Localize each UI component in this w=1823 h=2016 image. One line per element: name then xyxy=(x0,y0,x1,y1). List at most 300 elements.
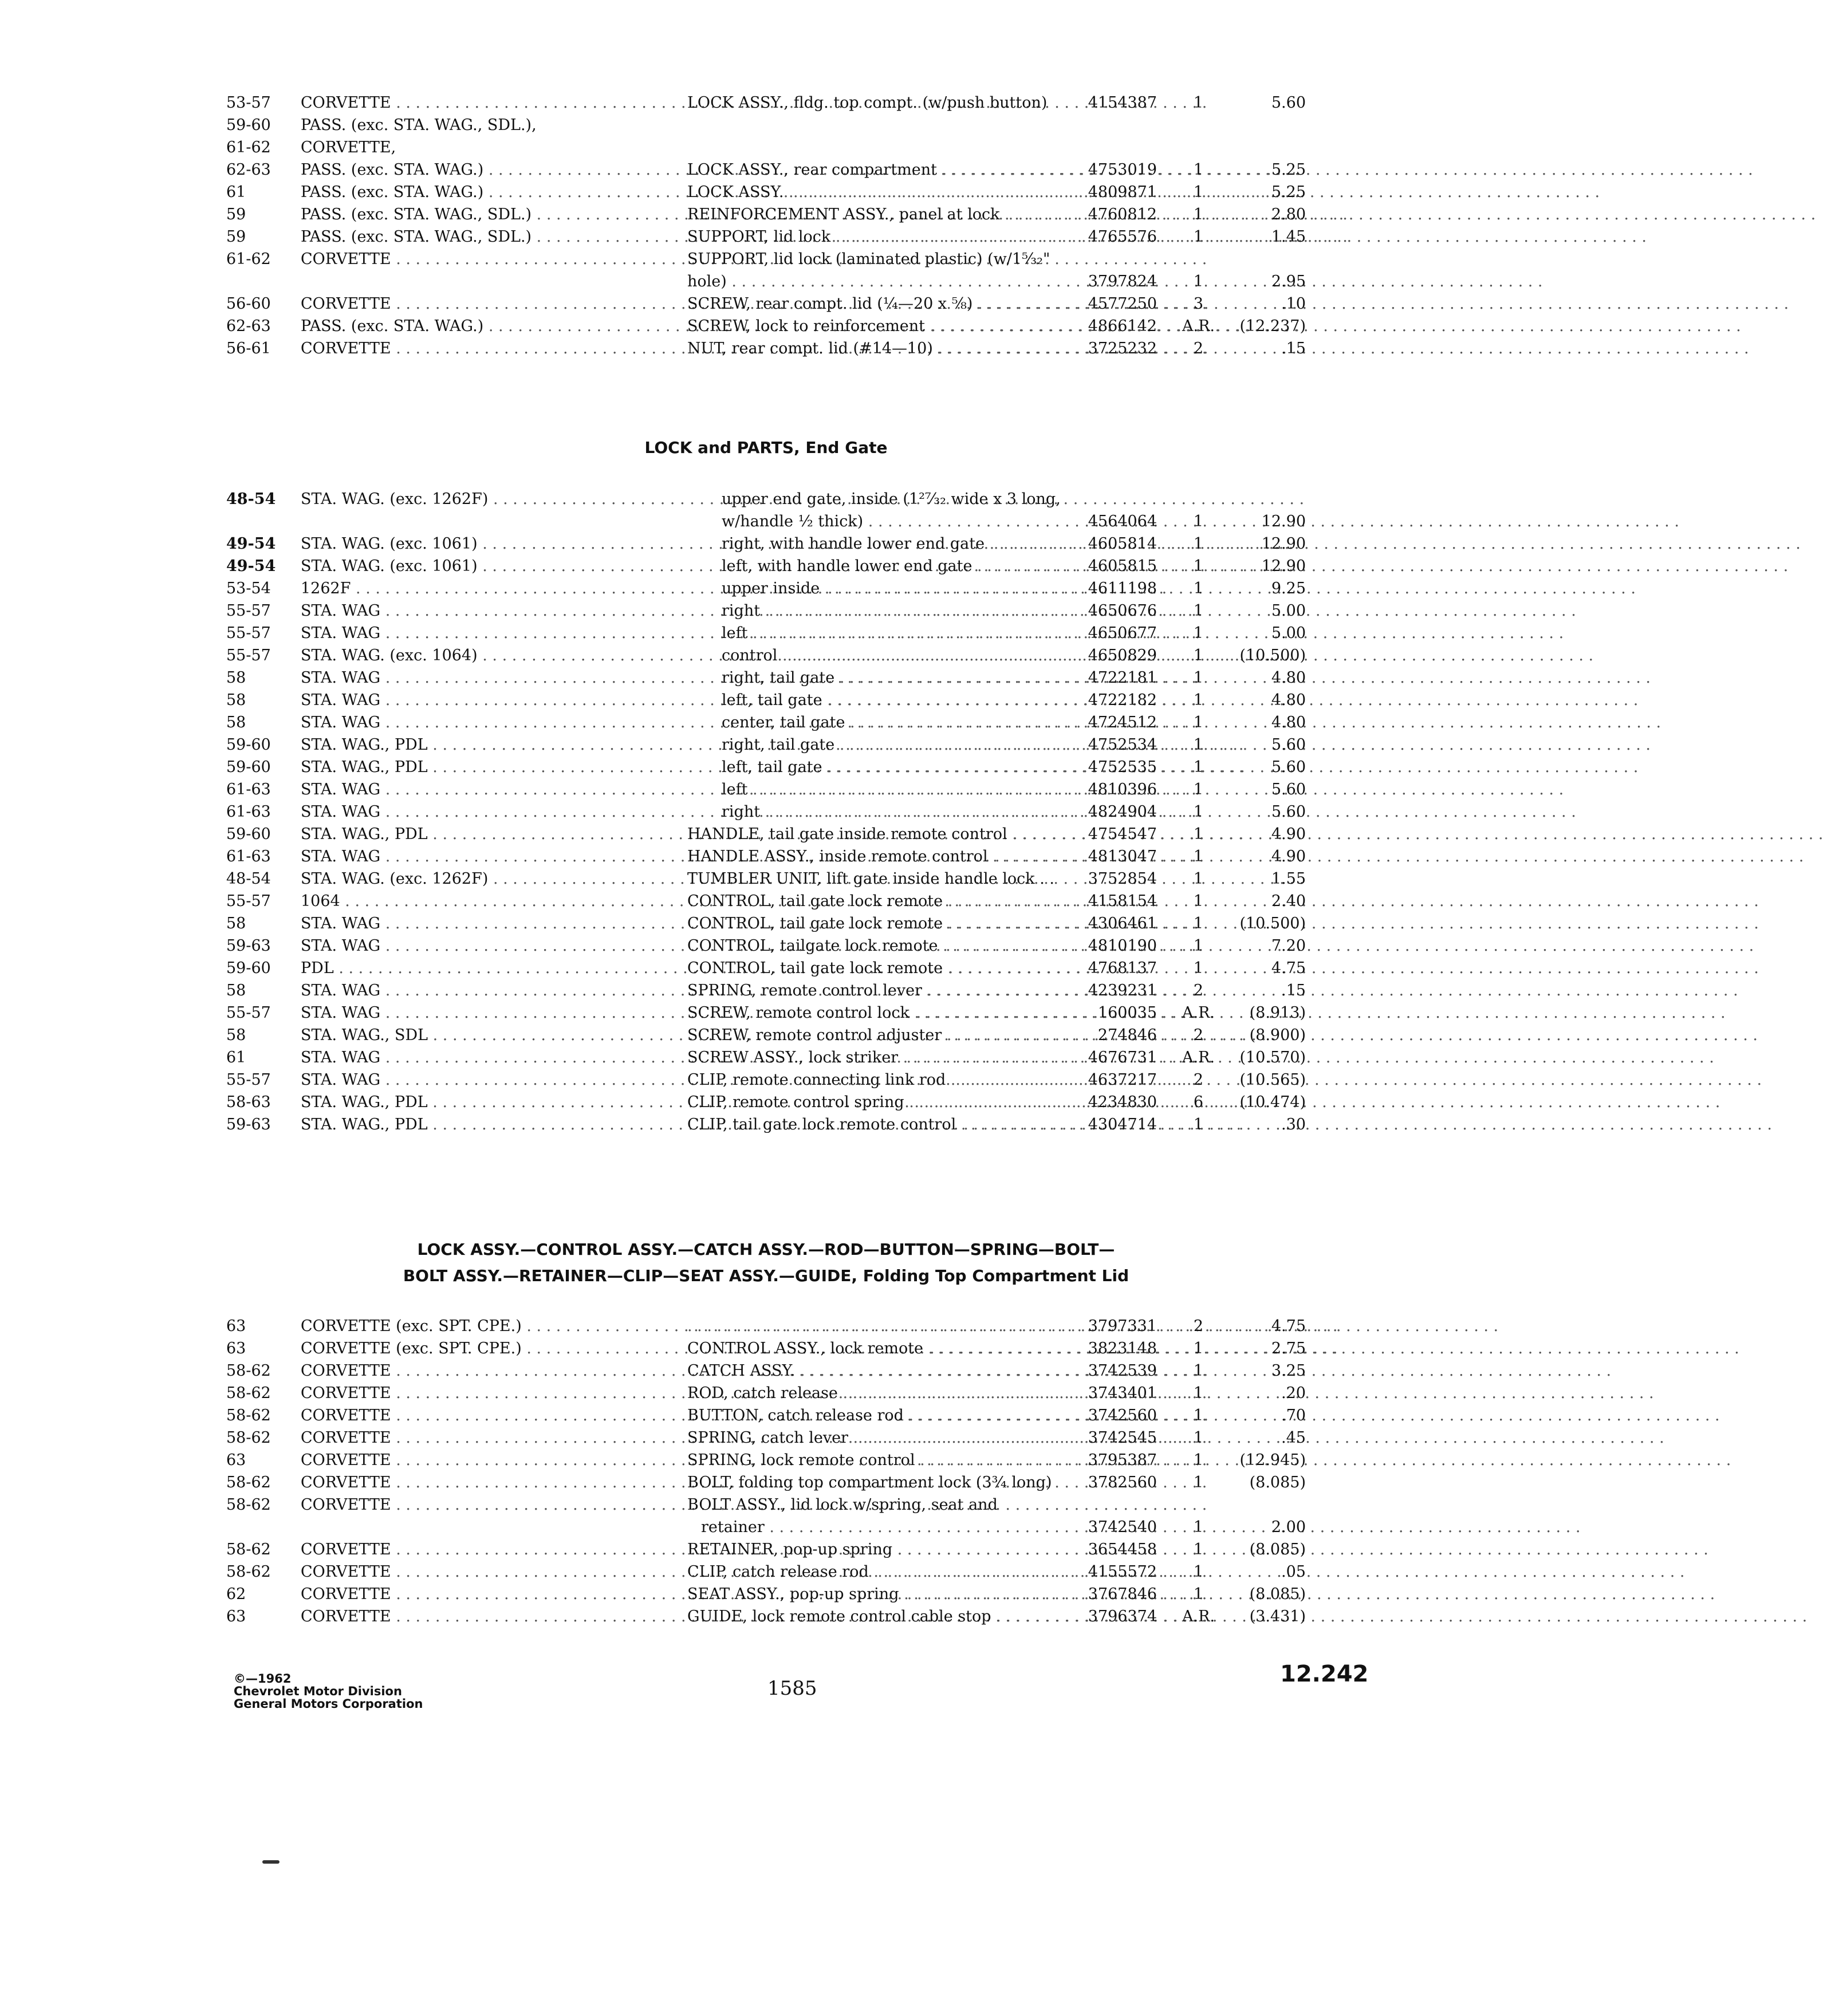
part-number: 3743401 xyxy=(1088,1384,1157,1402)
table-row xyxy=(226,1046,1306,1069)
table-row xyxy=(226,622,1306,644)
part-description xyxy=(687,337,1068,360)
part-description xyxy=(687,293,1068,315)
corporation-name: General Motors Corporation xyxy=(234,1697,423,1711)
part-number: 3797824 xyxy=(1088,273,1157,290)
part-description xyxy=(687,912,1068,935)
page-reference: 12.242 xyxy=(1280,1661,1369,1687)
part-description xyxy=(687,1494,1068,1536)
model-year: 55-57 xyxy=(226,1071,271,1089)
model-year: 58 xyxy=(226,1026,246,1044)
description-text: CLIP, tail gate lock remote control xyxy=(687,1116,956,1133)
part-description xyxy=(687,1382,1068,1404)
part-number: 4234830 xyxy=(1088,1093,1157,1111)
table-row xyxy=(226,114,1306,136)
quantity: 1 xyxy=(1193,781,1204,798)
quantity: 1 xyxy=(1193,557,1204,575)
part-number: 3654458 xyxy=(1088,1541,1157,1558)
model-text: STA. WAG. (exc. 1064) xyxy=(301,647,478,664)
quantity: 1 xyxy=(1193,602,1204,620)
price: (3.431) xyxy=(1249,1608,1306,1625)
model-text: STA. WAG xyxy=(301,714,381,731)
part-description xyxy=(687,600,1068,622)
table-row xyxy=(226,756,1306,778)
quantity: 2 xyxy=(1193,1026,1204,1044)
part-description xyxy=(687,756,1068,778)
description-text: SUPPORT, lid lock (laminated plastic) (w/1⁵⁄₃₂" xyxy=(687,250,1050,268)
part-number: 3752854 xyxy=(1088,870,1157,888)
model-year: 61-62 xyxy=(226,250,271,268)
description-text: BOLT, folding top compartment lock (3¾ long) xyxy=(687,1474,1052,1491)
part-number: 160035 xyxy=(1097,1004,1157,1022)
part-number: 3742540 xyxy=(1088,1518,1157,1536)
model-application xyxy=(301,644,647,667)
table-row xyxy=(226,136,1306,159)
model-year: 49-54 xyxy=(226,557,276,575)
model-text: STA. WAG xyxy=(301,803,381,821)
part-description xyxy=(687,823,1068,845)
model-application xyxy=(301,756,647,778)
model-text: CORVETTE xyxy=(301,1407,391,1424)
model-year: 62-63 xyxy=(226,317,271,335)
model-application xyxy=(301,1471,647,1494)
model-application xyxy=(301,1404,647,1427)
price: 1.55 xyxy=(1271,870,1306,888)
quantity: 1 xyxy=(1193,937,1204,955)
price: 4.80 xyxy=(1271,691,1306,709)
part-number: 3767846 xyxy=(1088,1585,1157,1603)
quantity: 2 xyxy=(1193,982,1204,999)
price: (10.500) xyxy=(1239,647,1306,664)
quantity: 1 xyxy=(1193,535,1204,553)
quantity: 1 xyxy=(1193,714,1204,731)
price: (12.945) xyxy=(1239,1451,1306,1469)
price: .15 xyxy=(1281,340,1306,357)
model-text: PDL xyxy=(301,959,334,977)
description-continuation-text: hole) xyxy=(687,273,727,290)
model-text: STA. WAG xyxy=(301,1049,381,1066)
price: .20 xyxy=(1281,1384,1306,1402)
price: 2.00 xyxy=(1271,1518,1306,1536)
model-year: 59-60 xyxy=(226,116,271,134)
model-application xyxy=(301,1605,647,1628)
description-text: SCREW, remote control adjuster xyxy=(687,1026,942,1044)
part-number: 4724512 xyxy=(1088,714,1157,731)
table-row xyxy=(226,226,1306,248)
quantity: 1 xyxy=(1193,624,1204,642)
model-application xyxy=(301,823,647,845)
model-application xyxy=(301,488,647,510)
part-description xyxy=(687,159,1068,181)
quantity: 1 xyxy=(1193,736,1204,754)
part-description xyxy=(687,1538,1068,1561)
part-description xyxy=(687,979,1068,1002)
table-row xyxy=(226,203,1306,226)
division-name: Chevrolet Motor Division xyxy=(234,1684,402,1698)
table-row xyxy=(226,711,1306,734)
model-year: 63 xyxy=(226,1451,246,1469)
model-year: 55-57 xyxy=(226,624,271,642)
model-year: 58-62 xyxy=(226,1496,271,1514)
part-description xyxy=(687,1471,1068,1494)
price: (8.900) xyxy=(1249,1026,1306,1044)
part-number: 4605814 xyxy=(1088,535,1157,553)
quantity: 1 xyxy=(1193,1518,1204,1536)
model-application xyxy=(301,890,647,912)
quantity: 1 xyxy=(1193,647,1204,664)
part-number: 4239231 xyxy=(1088,982,1157,999)
model-year: 58-63 xyxy=(226,1093,271,1111)
part-description xyxy=(687,1046,1068,1069)
model-text: STA. WAG xyxy=(301,982,381,999)
model-text: PASS. (exc. STA. WAG., SDL.), xyxy=(301,116,537,134)
model-application xyxy=(301,1360,647,1382)
ink-mark xyxy=(262,1860,279,1864)
description-continuation xyxy=(722,510,1103,533)
model-application xyxy=(301,315,647,337)
section-rear-compartment-lock xyxy=(226,92,1306,360)
model-application xyxy=(301,845,647,868)
copyright-block xyxy=(234,1672,423,1710)
price: (8.913) xyxy=(1249,1004,1306,1022)
part-description xyxy=(687,181,1068,203)
description-text: LOCK ASSY., rear compartment xyxy=(687,161,937,179)
quantity: 1 xyxy=(1193,1541,1204,1558)
model-text: PASS. (exc. STA. WAG., SDL.) xyxy=(301,206,532,223)
quantity: 2 xyxy=(1193,1317,1204,1335)
part-description xyxy=(687,667,1068,689)
model-application xyxy=(301,667,647,689)
part-description xyxy=(687,92,1068,114)
quantity: 1 xyxy=(1193,1474,1204,1491)
model-text: PASS. (exc. STA. WAG., SDL.) xyxy=(301,228,532,246)
table-row xyxy=(226,1538,1306,1561)
part-number: 4768137 xyxy=(1088,959,1157,977)
description-text: SPRING, lock remote control xyxy=(687,1451,915,1469)
model-text: PASS. (exc. STA. WAG.) xyxy=(301,161,484,179)
quantity: 1 xyxy=(1193,1451,1204,1469)
model-text: STA. WAG., PDL xyxy=(301,758,428,776)
description-text: SCREW, lock to reinforcement xyxy=(687,317,926,335)
quantity: 1 xyxy=(1193,206,1204,223)
model-text: STA. WAG xyxy=(301,1071,381,1089)
model-year: 59 xyxy=(226,228,246,246)
model-year: 55-57 xyxy=(226,647,271,664)
model-application xyxy=(301,1002,647,1024)
description-text: CONTROL, tail gate lock remote xyxy=(687,959,943,977)
model-application xyxy=(301,203,647,226)
quantity: 1 xyxy=(1193,848,1204,865)
table-row xyxy=(226,533,1306,555)
part-description xyxy=(687,533,1068,555)
table-row xyxy=(226,600,1306,622)
model-text: STA. WAG xyxy=(301,602,381,620)
price: (8.085) xyxy=(1249,1541,1306,1558)
part-number: 4158154 xyxy=(1088,892,1157,910)
model-application xyxy=(301,1091,647,1113)
model-application xyxy=(301,1494,647,1516)
part-description xyxy=(687,1337,1068,1360)
quantity: 1 xyxy=(1193,1340,1204,1357)
model-application xyxy=(301,226,647,248)
model-text: STA. WAG xyxy=(301,669,381,687)
table-row xyxy=(226,957,1306,979)
model-text: STA. WAG., PDL xyxy=(301,1093,428,1111)
price: 9.25 xyxy=(1271,580,1306,597)
part-description xyxy=(687,868,1068,890)
price: (8.085) xyxy=(1249,1474,1306,1491)
price: (10.565) xyxy=(1239,1071,1306,1089)
description-text: right, with handle lower end gate xyxy=(722,535,985,553)
description-text: REINFORCEMENT ASSY., panel at lock xyxy=(687,206,1000,223)
table-row xyxy=(226,1494,1306,1538)
quantity: A.R. xyxy=(1182,1004,1215,1022)
description-text: CONTROL, tail gate lock remote xyxy=(687,915,943,932)
part-number: 3742545 xyxy=(1088,1429,1157,1447)
part-description xyxy=(687,1404,1068,1427)
model-year: 55-57 xyxy=(226,1004,271,1022)
part-number: 3742539 xyxy=(1088,1362,1157,1380)
table-row xyxy=(226,801,1306,823)
model-year: 59-60 xyxy=(226,758,271,776)
part-description xyxy=(687,1002,1068,1024)
part-description xyxy=(687,1583,1068,1605)
part-number: 4753019 xyxy=(1088,161,1157,179)
quantity: 3 xyxy=(1193,295,1204,313)
model-year: 59-63 xyxy=(226,937,271,955)
model-year: 59-60 xyxy=(226,825,271,843)
model-year: 58 xyxy=(226,982,246,999)
part-number: 3782560 xyxy=(1088,1474,1157,1491)
model-year: 59-63 xyxy=(226,1116,271,1133)
part-number: 4765576 xyxy=(1088,228,1157,246)
quantity: 1 xyxy=(1193,1384,1204,1402)
part-number: 4722182 xyxy=(1088,691,1157,709)
copyright-year: ©—1962 xyxy=(234,1672,292,1686)
description-text: SUPPORT, lid lock xyxy=(687,228,831,246)
model-year: 53-54 xyxy=(226,580,271,597)
part-description xyxy=(687,203,1068,226)
part-description xyxy=(687,644,1068,667)
model-year: 63 xyxy=(226,1340,246,1357)
model-text: CORVETTE xyxy=(301,1585,391,1603)
quantity: 1 xyxy=(1193,580,1204,597)
quantity: 1 xyxy=(1193,758,1204,776)
model-application xyxy=(301,1583,647,1605)
table-row xyxy=(226,912,1306,935)
description-text: upper inside xyxy=(722,580,820,597)
price: 7.20 xyxy=(1271,937,1306,955)
model-year: 59-60 xyxy=(226,959,271,977)
model-text: STA. WAG xyxy=(301,848,381,865)
part-number: 4304714 xyxy=(1088,1116,1157,1133)
description-text: GUIDE, lock remote control cable stop xyxy=(687,1608,991,1625)
model-text: STA. WAG xyxy=(301,624,381,642)
model-text: STA. WAG. (exc. 1262F) xyxy=(301,870,489,888)
price: 4.80 xyxy=(1271,714,1306,731)
table-row xyxy=(226,1315,1306,1337)
quantity: 2 xyxy=(1193,1071,1204,1089)
quantity: A.R. xyxy=(1182,317,1215,335)
description-text: right, tail gate xyxy=(722,669,835,687)
page-number: 1585 xyxy=(767,1677,817,1700)
section-heading-folding-top-line1: LOCK ASSY.—CONTROL ASSY.—CATCH ASSY.—ROD—BUTTON—SPRING—BOLT— xyxy=(417,1240,1115,1259)
part-number: 4866142 xyxy=(1088,317,1157,335)
quantity: 1 xyxy=(1193,273,1204,290)
model-application xyxy=(301,1113,647,1136)
model-text: CORVETTE, xyxy=(301,139,396,156)
part-description xyxy=(687,555,1068,577)
price: 5.60 xyxy=(1271,758,1306,776)
price: 5.60 xyxy=(1271,94,1306,112)
table-row xyxy=(226,935,1306,957)
section-heading-end-gate: LOCK and PARTS, End Gate xyxy=(644,438,888,457)
part-number: 3797331 xyxy=(1088,1317,1157,1335)
table-row xyxy=(226,667,1306,689)
model-year: 58-62 xyxy=(226,1474,271,1491)
quantity: 1 xyxy=(1193,1585,1204,1603)
description-text: SPRING, remote control lever xyxy=(687,982,922,999)
model-text: CORVETTE xyxy=(301,94,391,112)
description-text: BOLT ASSY., lid lock w/spring, seat and xyxy=(687,1496,998,1514)
table-row xyxy=(226,734,1306,756)
price: 2.80 xyxy=(1271,206,1306,223)
table-row xyxy=(226,1471,1306,1494)
table-row xyxy=(226,1360,1306,1382)
model-text: CORVETTE xyxy=(301,1384,391,1402)
model-year: 61 xyxy=(226,1049,246,1066)
part-number: 4306461 xyxy=(1088,915,1157,932)
price: 4.90 xyxy=(1271,848,1306,865)
quantity: 1 xyxy=(1193,1563,1204,1581)
quantity: 1 xyxy=(1193,915,1204,932)
model-text: CORVETTE (exc. SPT. CPE.) xyxy=(301,1317,522,1335)
part-number: 4564064 xyxy=(1088,513,1157,530)
model-text: CORVETTE (exc. SPT. CPE.) xyxy=(301,1340,522,1357)
part-description xyxy=(687,734,1068,756)
model-year: 62-63 xyxy=(226,161,271,179)
model-application xyxy=(301,1024,647,1046)
model-text: CORVETTE xyxy=(301,1541,391,1558)
model-application xyxy=(301,1046,647,1069)
model-application xyxy=(301,600,647,622)
price: 3.25 xyxy=(1271,1362,1306,1380)
model-application xyxy=(301,533,647,555)
model-text: STA. WAG. (exc. 1262F) xyxy=(301,490,489,508)
model-text: STA. WAG., PDL xyxy=(301,825,428,843)
table-row xyxy=(226,1605,1306,1628)
quantity: 1 xyxy=(1193,669,1204,687)
quantity: 1 xyxy=(1193,1116,1204,1133)
model-application xyxy=(301,935,647,957)
table-row xyxy=(226,248,1306,293)
part-number: 4810396 xyxy=(1088,781,1157,798)
part-description xyxy=(687,778,1068,801)
model-text: CORVETTE xyxy=(301,295,391,313)
part-description xyxy=(687,577,1068,600)
description-text: CONTROL, tail gate lock remote xyxy=(687,892,943,910)
description-text: BUTTON, catch release rod xyxy=(687,1407,904,1424)
model-application xyxy=(301,1449,647,1471)
price: 5.00 xyxy=(1271,624,1306,642)
model-text: CORVETTE xyxy=(301,1563,391,1581)
model-application xyxy=(301,1427,647,1449)
model-year: 59 xyxy=(226,206,246,223)
table-row xyxy=(226,293,1306,315)
quantity: 1 xyxy=(1193,161,1204,179)
price: 5.60 xyxy=(1271,781,1306,798)
model-year: 61-63 xyxy=(226,848,271,865)
description-text: SCREW, remote control lock xyxy=(687,1004,909,1022)
model-application xyxy=(301,159,647,181)
price: (10.570) xyxy=(1239,1049,1306,1066)
part-number: 3742560 xyxy=(1088,1407,1157,1424)
quantity: 1 xyxy=(1193,94,1204,112)
price: (8.085) xyxy=(1249,1585,1306,1603)
part-number: 4752535 xyxy=(1088,758,1157,776)
model-application xyxy=(301,1337,647,1360)
table-row xyxy=(226,1382,1306,1404)
description-text: CLIP, remote connecting link rod xyxy=(687,1071,946,1089)
part-number: 3796374 xyxy=(1088,1608,1157,1625)
model-year: 58 xyxy=(226,714,246,731)
model-text: CORVETTE xyxy=(301,1451,391,1469)
table-row xyxy=(226,1002,1306,1024)
price: 12.90 xyxy=(1261,513,1306,530)
model-text: STA. WAG. (exc. 1061) xyxy=(301,535,478,553)
table-row xyxy=(226,181,1306,203)
table-row xyxy=(226,1404,1306,1427)
description-continuation xyxy=(687,270,1068,293)
model-text: CORVETTE xyxy=(301,250,391,268)
price: (10.500) xyxy=(1239,915,1306,932)
table-row xyxy=(226,1583,1306,1605)
model-application xyxy=(301,555,647,577)
part-description xyxy=(687,1605,1068,1628)
model-text: CORVETTE xyxy=(301,1608,391,1625)
table-row xyxy=(226,1091,1306,1113)
description-text: CONTROL ASSY., lock remote xyxy=(687,1340,924,1357)
quantity: 1 xyxy=(1193,513,1204,530)
quantity: 1 xyxy=(1193,1362,1204,1380)
model-text: CORVETTE xyxy=(301,1496,391,1514)
description-text: right, tail gate xyxy=(722,736,835,754)
part-description xyxy=(687,1113,1068,1136)
model-application xyxy=(301,577,647,600)
quantity: 1 xyxy=(1193,1429,1204,1447)
description-text: ROD, catch release xyxy=(687,1384,838,1402)
model-text: STA. WAG xyxy=(301,781,381,798)
model-text: STA. WAG. (exc. 1061) xyxy=(301,557,478,575)
part-description xyxy=(687,1427,1068,1449)
table-row xyxy=(226,1113,1306,1136)
table-row xyxy=(226,823,1306,845)
model-text: 1064 xyxy=(301,892,340,910)
model-application xyxy=(301,1315,647,1337)
part-number: 4605815 xyxy=(1088,557,1157,575)
model-text: STA. WAG xyxy=(301,937,381,955)
table-row xyxy=(226,92,1306,114)
part-description xyxy=(687,1449,1068,1471)
part-description xyxy=(687,1561,1068,1583)
description-text: left, tail gate xyxy=(722,691,822,709)
model-application xyxy=(301,622,647,644)
table-row xyxy=(226,337,1306,360)
model-year: 58-62 xyxy=(226,1429,271,1447)
model-year: 61 xyxy=(226,183,246,201)
quantity: 1 xyxy=(1193,228,1204,246)
part-number: 4155572 xyxy=(1088,1563,1157,1581)
